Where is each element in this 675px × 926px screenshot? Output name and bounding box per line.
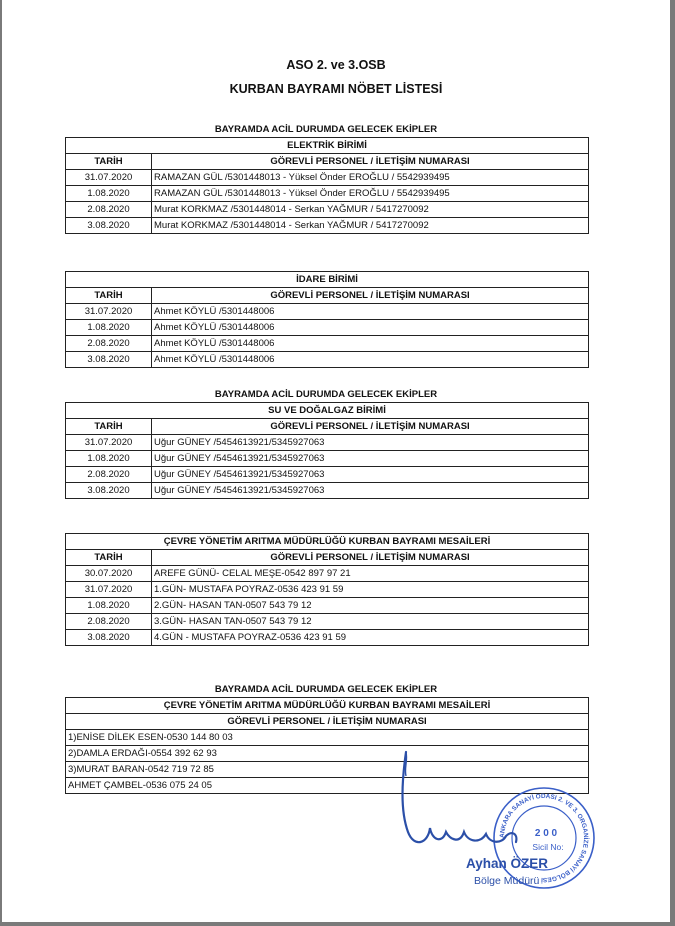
row-date: 1.08.2020 — [66, 186, 152, 202]
column-header-date: TARİH — [66, 288, 152, 304]
column-header-date: TARİH — [66, 154, 152, 170]
row-date: 31.07.2020 — [66, 435, 152, 451]
row-date: 1.08.2020 — [66, 598, 152, 614]
row-date: 2.08.2020 — [66, 202, 152, 218]
table-row — [66, 598, 589, 614]
table-row — [66, 435, 589, 451]
column-header-personnel: GÖREVLİ PERSONEL / İLETİŞİM NUMARASI — [152, 419, 589, 435]
row-date: 1.08.2020 — [66, 451, 152, 467]
table-row — [66, 582, 589, 598]
electric-unit-table — [65, 137, 589, 234]
row-personnel: Murat KORKMAZ /5301448014 - Serkan YAĞMUR / 5417270092 — [152, 202, 589, 218]
table-unit-title: ÇEVRE YÖNETİM ARITMA MÜDÜRLÜĞÜ KURBAN BAYRAMI MESAİLERİ — [66, 698, 589, 714]
row-personnel: Uğur GÜNEY /5454613921/5345927063 — [152, 467, 589, 483]
row-personnel: RAMAZAN GÜL /5301448013 - Yüksel Önder EROĞLU / 5542939495 — [152, 170, 589, 186]
row-personnel: Ahmet KÖYLÜ /5301448006 — [152, 320, 589, 336]
table-row — [66, 186, 589, 202]
row-personnel: 2)DAMLA ERDAĞI-0554 392 62 93 — [66, 746, 589, 762]
row-personnel: RAMAZAN GÜL /5301448013 - Yüksel Önder EROĞLU / 5542939495 — [152, 186, 589, 202]
stamp-ring-text: ANKARA SANAYİ ODASI 2. VE 3. ORGANİZE SANAYİ BÖLGESİ — [498, 792, 590, 884]
doc-title-line1: ASO 2. ve 3.OSB — [286, 58, 386, 72]
table-row — [66, 614, 589, 630]
row-date: 1.08.2020 — [66, 320, 152, 336]
row-personnel: 1.GÜN- MUSTAFA POYRAZ-0536 423 91 59 — [152, 582, 589, 598]
row-date: 3.08.2020 — [66, 352, 152, 368]
column-header-personnel: GÖREVLİ PERSONEL / İLETİŞİM NUMARASI — [152, 288, 589, 304]
section3-heading: BAYRAMDA ACİL DURUMDA GELECEK EKİPLER — [214, 389, 438, 400]
table-unit-title: ELEKTRİK BİRİMİ — [66, 138, 589, 154]
section5-heading: BAYRAMDA ACİL DURUMDA GELECEK EKİPLER — [214, 684, 438, 695]
signature-title: Bölge Müdürü — [474, 875, 540, 887]
row-personnel: 1)ENİSE DİLEK ESEN-0530 144 80 03 — [66, 730, 589, 746]
row-date: 31.07.2020 — [66, 582, 152, 598]
row-personnel: 3.GÜN- HASAN TAN-0507 543 79 12 — [152, 614, 589, 630]
row-date: 2.08.2020 — [66, 614, 152, 630]
row-personnel: AHMET ÇAMBEL-0536 075 24 05 — [66, 778, 589, 794]
row-date: 3.08.2020 — [66, 630, 152, 646]
table-row — [66, 218, 589, 234]
row-personnel: Ahmet KÖYLÜ /5301448006 — [152, 352, 589, 368]
row-personnel: Uğur GÜNEY /5454613921/5345927063 — [152, 435, 589, 451]
column-header-personnel: GÖREVLİ PERSONEL / İLETİŞİM NUMARASI — [66, 714, 589, 730]
admin-unit-table — [65, 271, 589, 368]
water-gas-unit-table — [65, 402, 589, 499]
document-page — [2, 0, 670, 922]
table-row — [66, 320, 589, 336]
row-date: 31.07.2020 — [66, 170, 152, 186]
row-date: 3.08.2020 — [66, 218, 152, 234]
row-personnel: AREFE GÜNÜ- CELAL MEŞE-0542 897 97 21 — [152, 566, 589, 582]
row-personnel: Ahmet KÖYLÜ /5301448006 — [152, 336, 589, 352]
table-row — [66, 304, 589, 320]
table-row — [66, 566, 589, 582]
row-personnel: 3)MURAT BARAN-0542 719 72 85 — [66, 762, 589, 778]
table-row — [66, 352, 589, 368]
stamp-sicil: Sicil No: — [532, 842, 564, 852]
table-unit-title: İDARE BİRİMİ — [66, 272, 589, 288]
row-personnel: 4.GÜN - MUSTAFA POYRAZ-0536 423 91 59 — [152, 630, 589, 646]
table-unit-title: SU VE DOĞALGAZ BİRİMİ — [66, 403, 589, 419]
signature-name: Ayhan ÖZER — [466, 856, 549, 871]
table-row — [66, 451, 589, 467]
row-date: 2.08.2020 — [66, 467, 152, 483]
row-personnel: Uğur GÜNEY /5454613921/5345927063 — [152, 451, 589, 467]
row-personnel: 2.GÜN- HASAN TAN-0507 543 79 12 — [152, 598, 589, 614]
column-header-date: TARİH — [66, 550, 152, 566]
stamp-year: 2 0 0 — [534, 828, 558, 839]
table-row — [66, 467, 589, 483]
column-header-personnel: GÖREVLİ PERSONEL / İLETİŞİM NUMARASI — [152, 550, 589, 566]
table-unit-title: ÇEVRE YÖNETİM ARITMA MÜDÜRLÜĞÜ KURBAN BAYRAMI MESAİLERİ — [66, 534, 589, 550]
column-header-personnel: GÖREVLİ PERSONEL / İLETİŞİM NUMARASI — [152, 154, 589, 170]
table-row — [66, 202, 589, 218]
row-date: 31.07.2020 — [66, 304, 152, 320]
signature — [394, 740, 614, 890]
table-row — [66, 336, 589, 352]
row-date: 30.07.2020 — [66, 566, 152, 582]
environment-shifts-table — [65, 533, 589, 646]
row-personnel: Murat KORKMAZ /5301448014 - Serkan YAĞMUR / 5417270092 — [152, 218, 589, 234]
row-personnel: Uğur GÜNEY /5454613921/5345927063 — [152, 483, 589, 499]
table-row — [66, 483, 589, 499]
column-header-date: TARİH — [66, 419, 152, 435]
section1-heading: BAYRAMDA ACİL DURUMDA GELECEK EKİPLER — [214, 124, 438, 135]
table-row — [66, 170, 589, 186]
row-date: 2.08.2020 — [66, 336, 152, 352]
doc-title-line2: KURBAN BAYRAMI NÖBET LİSTESİ — [229, 82, 443, 96]
table-row — [66, 630, 589, 646]
row-date: 3.08.2020 — [66, 483, 152, 499]
row-personnel: Ahmet KÖYLÜ /5301448006 — [152, 304, 589, 320]
